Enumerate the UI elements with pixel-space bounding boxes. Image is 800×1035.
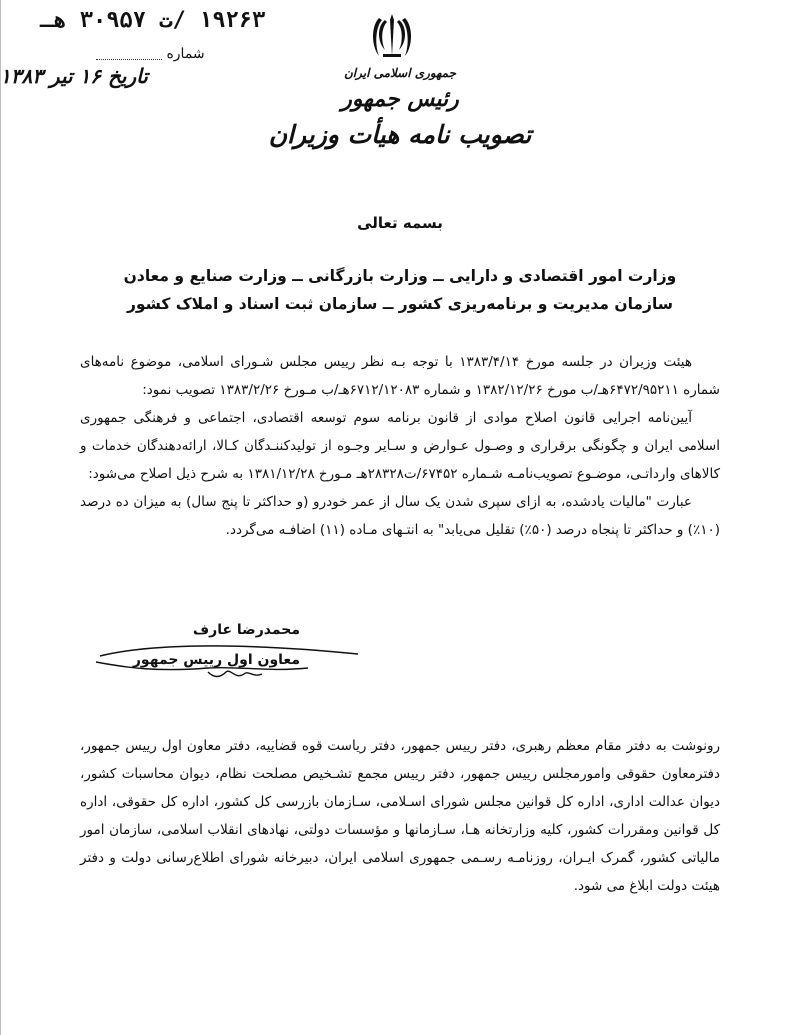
decree-body [80, 348, 720, 544]
president-label: رئیس جمهور [341, 86, 459, 112]
invocation: بسمه تعالی [357, 214, 443, 232]
date-label: تاریخ [107, 64, 148, 88]
paragraph: آیین‌نامه اجرایی قانون اصلاح موادی از قانون برنامه سوم توسعه اقتصادی، اجتماعی و فرهنگی جمهوری اسلامی ایران و چگونگی برقراری و وصـول عـوارض و سـایر وجـوه از تولیدکننـدگان کـالا، ارائه‌دهندگان خدمات و کالاهای وارداتـی، موضـوع تصویب‌نامـه شـماره ۶۷۴۵۲/ت۲۸۳۲۸هـ مـورخ ۱۳۸۱/۱۲/۲۸ به شرح ذیل اصلاح می‌شود: [80, 410, 720, 482]
carbon-copy-list: رونوشت به دفتر مقام معظم رهبری، دفتر رییس جمهور، دفتر ریاست قوه قضاییه، دفتر معاون اول رییس جمهور، دفترمعاون حقوقی وامورمجلس رییس جمهور، دفتر رییس مجمع تشـخیص مصلحت نظام، دیوان محاسبات کشور، دیوان عدالت اداری، اداره کل قوانین مجلس شورای اسـلامی، سـازمان بازرسی کل کشور، اداره کل حقوقی، اداره کل قوانین ومقررات کشور، کلیه وزارتخانه هـا، سـازمانها و مؤسسات دولتی، نهادهای انقلاب اسلامی، سازمان امور مالیاتی کشور، گمرک ایـران، روزنامـه رسـمی جمهوری اسلامی ایران، دبیرخانه شورای اطلاع‌رسانی دولت و دفتر هیئت دولت ابلاغ می شود. [80, 738, 720, 894]
number-label: شماره [166, 46, 205, 62]
date-field [0, 64, 148, 88]
number-dots [96, 49, 162, 60]
addressees [80, 262, 720, 318]
document-title: تصویب نامه هیأت وزیران [268, 120, 532, 149]
number-field [96, 46, 205, 62]
republic-label: جمهوری اسلامی ایران [343, 66, 457, 80]
meta-fields [0, 42, 205, 102]
scan-edge [0, 0, 1, 1035]
paragraph: عبارت "مالیات یادشده، به ازای سپری شدن یک سال از عمر خودرو (و حداکثر تا پنج سال) به میزان ده درصد (۱۰٪) و حداکثر تا پنجاه درصد (۵۰٪) تقلیل می‌یابد" به انتـهای مـاده (۱۱) اضافـه می‌گردد. [80, 494, 720, 538]
iran-emblem-icon [371, 12, 413, 60]
addressee-line: سازمان مدیریت و برنامه‌ریزی کشور ــ سازمان ثبت اسناد و املاک کشور [126, 295, 674, 313]
reference-number: ۱۹۲۶۳ /ت ۳۰۹۵۷ هـ [40, 8, 266, 33]
letterhead [250, 64, 550, 149]
addressee-line: وزارت امور اقتصادی و دارایی ــ وزارت بازرگانی ــ وزارت صنایع و معادن [123, 267, 677, 285]
paragraph: هیئت وزیران در جلسه مورخ ۱۳۸۳/۴/۱۴ با توجه بـه نظر رییس مجلس شـورای اسلامی، موضوع نامه‌های شماره ۶۴۷۲/۹۵۲۱۱هـ/ب مورخ ۱۳۸۲/۱۲/۲۶ و شماره ۶۷۱۲/۱۲۰۸۳هـ/ب مـورخ ۱۳۸۳/۲/۲۶ تصویب نمود: [80, 354, 720, 398]
date-value: ۱۶ تیر ۱۳۸۳ [0, 64, 102, 88]
signatory-title: معاون اول رییس جمهور [132, 652, 300, 668]
signatory-name: محمدرضا عارف [192, 622, 300, 638]
